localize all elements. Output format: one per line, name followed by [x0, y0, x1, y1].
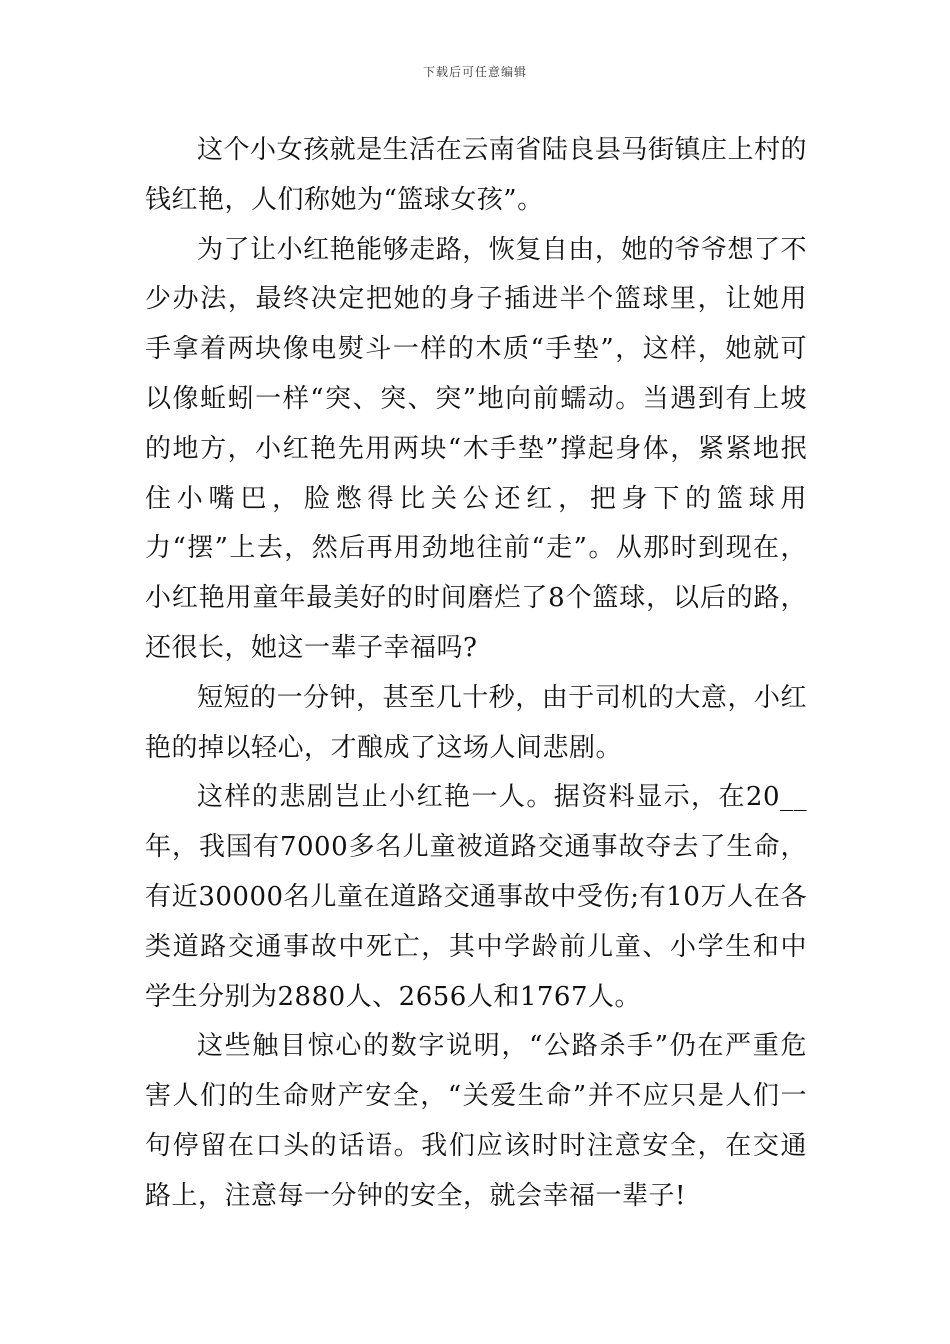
paragraph-conclusion: 这些触目惊心的数字说明，“公路杀手”仍在严重危害人们的生命财产安全，“关爱生命”并不应只是人们一句停留在口头的话语。我们应该时时注意安全，在交通路上，注意每一分钟的安全，就会幸福一辈子! — [145, 1031, 807, 1211]
paragraph-grandfather-solution: 为了让小红艳能够走路，恢复自由，她的爷爷想了不少办法，最终决定把她的身子插进半个篮球里，让她用手拿着两块像电熨斗一样的木质“手垫”，这样，她就可以像蚯蚓一样“突、突、突”地向前蠕动。当遇到有上坡的地方，小红艳先用两块“木手垫”撑起身体，紧紧地抿住小嘴巴，脸憋得比关公还红，把身下的篮球用力“摆”上去，然后再用劲地往前“走”。从那时到现在，小红艳用童年最美好的时间磨烂了8个篮球，以后的路，还很长，她这一辈子幸福吗? — [145, 234, 807, 663]
document-body — [145, 126, 807, 1222]
paragraph-basketball-girl-intro: 这个小女孩就是生活在云南省陆良县马街镇庄上村的钱红艳，人们称她为“篮球女孩”。 — [145, 135, 807, 215]
paragraph-tragedy-cause: 短短的一分钟，甚至几十秒，由于司机的大意，小红艳的掉以轻心，才酿成了这场人间悲剧。 — [145, 682, 807, 763]
page-header-note: 下载后可任意编辑 — [422, 65, 527, 79]
paragraph-statistics: 这样的悲剧岂止小红艳一人。据资料显示，在20__年，我国有7000多名儿童被道路交通事故夺去了生命，有近30000名儿童在道路交通事故中受伤;有10万人在各类道路交通事故中死亡，其中学龄前儿童、小学生和中学生分别为2880人、2656人和1767人。 — [145, 782, 807, 1012]
